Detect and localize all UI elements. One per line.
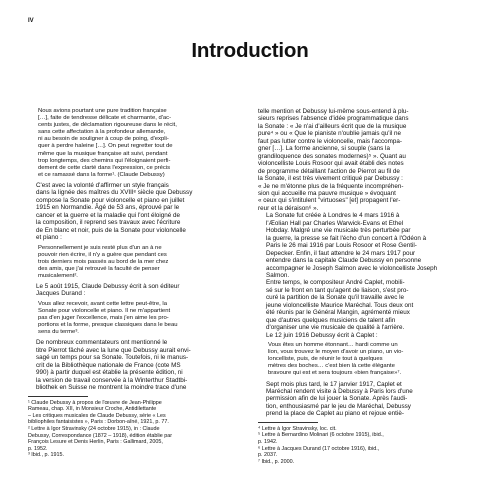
text-line: Nous avions pourtant une pure tradition française <box>38 108 167 114</box>
text-line: Maréchal rendent visite à Debussy à Paris lors d'une <box>266 387 413 395</box>
text-line: François Lesure et Denis Herlin, Paris : Gallimard, 2005, <box>28 439 163 446</box>
text-line: « ceux qui s'intitulent "virtuoses" [et] propagent l'er- <box>258 197 401 205</box>
text-line: cancer et la guerre et la maladie qui l'ont éloigné de <box>36 211 181 219</box>
text-line: que d'autres quelques musiciens de talent afin <box>266 316 396 324</box>
text-line: C'est avec la volonté d'affirmer un style français <box>36 181 169 189</box>
paragraph <box>28 182 247 242</box>
text-line: mètres des boches… c'est bien là cette élégante <box>268 363 395 370</box>
text-line: et piano : <box>36 234 62 242</box>
text-line: Le 12 juin 1916 Debussy écrit à Caplet : <box>266 331 378 339</box>
text-line: entendre dans la capitale Claude Debussy en personne <box>266 257 422 265</box>
text-line: grandiloquence des sonates modernes)⁵ ». Quant au <box>258 152 406 160</box>
text-line: bliothek en Suisse ne montrent la moindre trace d'une <box>36 384 187 392</box>
text-line: p. 1952. <box>28 445 48 452</box>
text-line: cents justes, de déclamation rigoureuse dans le récit, <box>38 122 177 129</box>
paragraph <box>258 279 477 331</box>
text-line: trois derniers mois passés au bord de la mer chez <box>38 258 169 265</box>
text-line: 990) à partir duquel est établie la présente édition, ni <box>36 369 183 377</box>
paragraph <box>28 283 247 298</box>
text-line: p. 2037. <box>258 452 278 459</box>
text-line: ¹ Claude Debussy à propos de l'œuvre de Jean-Philippe <box>28 399 162 406</box>
text-line: Rameau, chap. XII, in Monsieur Croche, Antidilettante <box>28 406 157 413</box>
text-line: crit de la Bibliothèque nationale de France (cote MS <box>36 361 181 369</box>
text-line: p. 1942. <box>258 438 278 445</box>
text-line: Vous allez recevoir, avant cette lettre peut-être, la <box>38 300 168 307</box>
text-line: titre Pierrot fâché avec la lune que Debussy aurait envi- <box>36 346 191 354</box>
text-line: jeune violoncelliste Maurice Maréchal. Tous deux ont <box>266 301 414 309</box>
text-line: ⁷ Ibid., p. 2000. <box>258 458 295 465</box>
text-line: ² Lettre à Igor Stravinsky (24 octobre 1915), in : Claude <box>28 425 160 432</box>
text-line: Entre temps, le compositeur André Caplet, mobili- <box>266 279 405 287</box>
text-line: permission afin de lui jouer la Sonate. Après l'audi- <box>266 395 408 403</box>
text-line: et ce ramassé dans la forme¹. (Claude Debussy) <box>38 171 165 178</box>
text-line: sens du terme³. <box>38 329 79 336</box>
text-line: la composition, il reprend ses travaux avec l'écriture <box>36 219 181 227</box>
quote-block <box>38 245 237 280</box>
text-line: […], faite de tendresse délicate et charmante, d'ac- <box>38 115 172 122</box>
text-line: ⁶ Lettre à Jacques Durand (17 octobre 1916), ibid., <box>258 445 380 452</box>
text-line: la Sonate, il est très vivement critiqué par Debussy : <box>258 175 403 183</box>
right-column <box>258 108 477 465</box>
text-line: pouvoir rien écrire, il n'y a guère que pendant ces <box>38 251 167 258</box>
quote-block <box>38 301 237 336</box>
text-line: reur et la déraison⁶ ». <box>258 204 319 212</box>
text-line: sé sur le front en tant qu'agent de liaison, s'est pro- <box>266 286 409 294</box>
quote-block <box>268 342 467 377</box>
text-line: même que la musique française ait suivi, pendant <box>38 150 168 157</box>
text-line: Le 5 août 1915, Claude Debussy écrit à son éditeur <box>36 283 180 291</box>
text-line: Sept mois plus tard, le 17 janvier 1917, Caplet et <box>266 380 402 388</box>
text-line: de En blanc et noir, puis de la Sonate pour violoncelle <box>36 226 186 234</box>
page-number: IV <box>28 18 34 24</box>
text-line: ⁵ Lettre à Bernardino Molinari (6 octobre 1915), ibid., <box>258 432 384 439</box>
text-line: sagé un temps pour sa Sonate. Toutefois, ni le manus- <box>36 354 189 362</box>
text-line: la version de travail conservée à la Winterthur Stadtbi- <box>36 376 188 384</box>
text-line: loncelliste, puis, de réunir le tout à quelques <box>268 356 383 363</box>
text-line: – Les critiques musicales de Claude Debussy, série « Les <box>28 412 166 419</box>
text-line: tion, enthousiasmé par le jeu de Maréchal, Debussy <box>266 402 411 410</box>
text-line: portions et la forme, presque classiques dans le beau <box>38 322 178 329</box>
text-line: gner […]. La forme ancienne, si souple (sans la <box>258 145 390 153</box>
text-line: Debussy, Correspondance (1872 – 1918), édition établie par <box>28 432 173 439</box>
text-line: musicalement². <box>38 272 78 279</box>
text-line: Hobday. Malgré une vie musicale très perturbée par <box>266 227 411 235</box>
text-line: De nombreux commentateurs ont mentionné le <box>36 339 168 347</box>
footnotes <box>28 400 247 459</box>
text-line: Salmon. <box>266 271 290 279</box>
text-line: sion qui accueille ma pauvre musique » évoquant <box>258 189 396 197</box>
text-line: compose la Sonate pour violoncelle et piano en juillet <box>36 196 185 204</box>
paragraph <box>28 339 247 391</box>
text-line: Paris le 26 mai 1916 par Louis Rosoor et Rose Gentil- <box>266 242 417 250</box>
page-title: Introduction <box>191 39 309 62</box>
text-line: de programme détaillant l'action de Pierrot au fil de <box>258 167 400 175</box>
text-line: Jacques Durand : <box>36 290 86 298</box>
text-line: Sonate pour violoncelle et piano. Il ne m'appartient <box>38 308 171 315</box>
text-line: l'Æolian Hall par Charles Warwick-Evans et Ethel <box>266 219 404 227</box>
paragraph <box>258 332 477 339</box>
text-line: Depecker. Enfin, il faut attendre le 24 mars 1917 pour <box>266 249 416 257</box>
text-line: sieurs reprises l'absence d'idée programmatique dans <box>258 115 409 123</box>
text-line: accompagner le Joseph Salmon avec le violoncelliste Joseph <box>266 264 438 272</box>
text-line: ni au besoin de souligner à coup de poing, d'expli- <box>38 136 169 143</box>
text-line: bravoure qui est et sera toujours «bien française»⁷. <box>268 370 402 377</box>
paragraph <box>258 381 477 418</box>
text-line: 1915 en Normandie. Âgé de 53 ans, éprouvé par le <box>36 204 180 212</box>
text-line: prend la place de Caplet au piano et rejoue entiè- <box>266 410 404 418</box>
text-line: Vous êtes un homme étonnant… hardi comme un <box>268 342 398 349</box>
text-line: Personnellement je suis resté plus d'un an à ne <box>38 244 162 251</box>
text-line: ³ Ibid., p. 1915. <box>28 452 64 459</box>
text-line: curé la partition de la Sonate qu'il travaille avec le <box>266 294 405 302</box>
text-line: pure⁴ » ou « Que le pianiste n'oublie jamais qu'il ne <box>258 130 402 138</box>
text-line: des amis, que j'ai retrouvé la faculté de penser <box>38 265 160 272</box>
text-line: ⁴ Lettre à Igor Stravinsky, loc. cit. <box>258 425 337 432</box>
text-line: la Sonate : « Je n'ai d'ailleurs écrit que de la musique <box>258 122 407 130</box>
text-line: bibliophiles fantaisistes », Paris : Dorbon-aîné, 1921, p. 77. <box>28 419 169 426</box>
text-line: sans cette affectation à la profondeur allemande, <box>38 129 166 136</box>
footnotes <box>258 426 477 466</box>
text-line: lion, vous trouvez le moyen d'avoir un piano, un vio- <box>268 349 404 356</box>
text-line: d'organiser une vie musicale de qualité à l'arrière. <box>266 324 405 332</box>
text-line: dans la lignée des maîtres du XVIIIᵉ siècle que Debussy <box>36 189 193 197</box>
paragraph <box>258 108 477 212</box>
text-line: trop longtemps, des chemins qui l'éloignaient perfi- <box>38 157 171 164</box>
text-line: La Sonate fut créée à Londres le 4 mars 1916 à <box>266 212 400 220</box>
text-line: « Je ne m'étonne plus de la fréquente incompréhen- <box>258 182 404 190</box>
text-line: la guerre, la presse se fait l'écho d'un concert à l'Odéon à <box>266 234 427 242</box>
text-line: telle mention et Debussy lui-même sous-entend à plu- <box>258 108 409 115</box>
footnote-rule <box>258 422 318 423</box>
paragraph <box>258 212 477 279</box>
text-line: faut pas lutter contre le violoncelle, mais l'accompa- <box>258 137 402 145</box>
epigraph-quote <box>38 108 237 179</box>
text-line: violoncelliste Louis Rosoor qui avait établi des notes <box>258 160 404 168</box>
footnote-rule <box>28 396 88 397</box>
text-line: pas d'en juger l'excellence, mais j'en aime les pro- <box>38 315 169 322</box>
left-column <box>28 108 247 459</box>
text-line: quer à perdre haleine […]. On peut regretter tout de <box>38 143 173 150</box>
text-line: été réunis par le Général Mangin, agrémenté mieux <box>266 309 410 317</box>
text-line: dement de cette clarté dans l'expression, ce précis <box>38 164 171 171</box>
